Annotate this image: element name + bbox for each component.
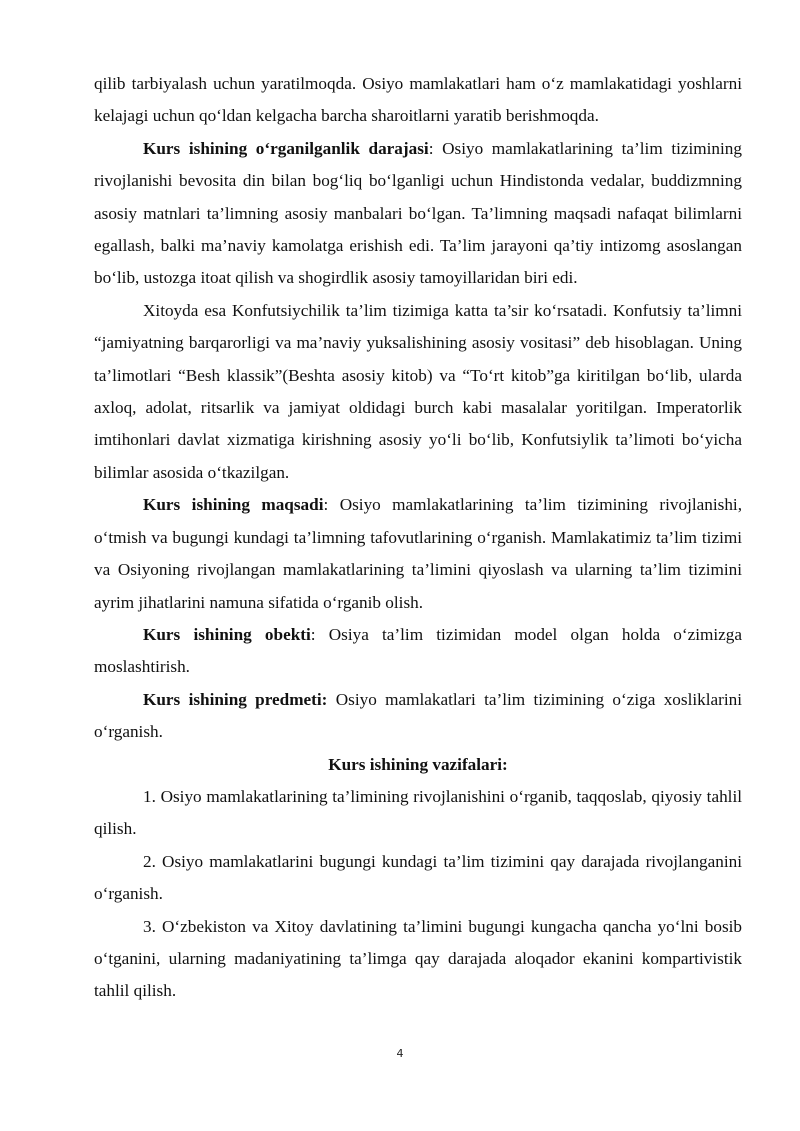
paragraph-text: Osiyo mamlakatlari ta’lim tizimining o‘ziga xosliklarini o‘rganish. [94,689,742,742]
paragraph-heading: Kurs ishining predmeti: [143,689,328,709]
paragraph-text: Xitoyda esa Konfutsiychilik ta’lim tizimiga katta ta’sir ko‘rsatadi. Konfutsiy ta’limni “jamiyatning barqarorligi va ma’naviy yuksalishining asosiy vositasi” deb hisoblagan. Uning ta’limotlari “Besh klassik”(Beshta asosiy kitob) va “To‘rt kitob”ga kiritilgan bo‘lib, ularda axloq, adolat, ritsarlik va jamiyat oldidagi burch kabi masalalar yoritilgan. Imperatorlik imtihonlari davlat xizmatiga kirishning asosiy yo‘li bo‘lib, Konfutsiylik ta’limoti bo‘yicha bilimlar asosida o‘tkazilgan. [94,300,742,482]
paragraph-text: qilib tarbiyalash uchun yaratilmoqda. Osiyo mamlakatlari ham o‘z mamlakatidagi yoshlarni kelajagi uchun qo‘ldan kelgacha barcha sharoitlarni yaratib berishmoqda. [94,74,742,126]
paragraph-heading: Kurs ishining obekti [143,624,311,644]
paragraph-object [94,619,742,684]
page-number: 4 [396,1047,404,1060]
document-page [94,68,742,1008]
task-item: 2. Osiyo mamlakatlarini bugungi kundagi ta’lim tizimini qay darajada rivojlanganini o‘rganish. [94,851,742,904]
paragraph-goal [94,489,742,619]
paragraph-intro-continuation [94,68,742,133]
paragraph-china-confucianism [94,295,742,489]
paragraph-subject [94,684,742,749]
section-heading: Kurs ishining vazifalari: [328,754,508,774]
paragraph-heading: Kurs ishining o‘rganilganlik darajasi [143,138,429,158]
task-item: 3. O‘zbekiston va Xitoy davlatining ta’limini bugungi kungacha qancha yo‘lni bosib o‘tganini, ularning madaniyatining ta’limga qay darajada aloqador ekanini kompartivistik tahlil qilish. [94,916,742,1001]
paragraph-text: : Osiyo mamlakatlarining ta’lim tizimining rivojlanishi bevosita din bilan bog‘liq bo‘lganligi uchun Hindistonda vedalar, buddizmning asosiy matnlari ta’limning asosiy manbalari bo‘lgan. Ta’limning maqsadi nafaqat bilimlarni egallash, balki ma’naviy kamolatga erishish edi. Ta’lim jarayoni qa’tiy intizomg asoslangan bo‘lib, ustozga itoat qilish va shogirdlik asosiy tamoyillaridan biri edi. [94,138,742,288]
paragraph-text: : Osiyo mamlakatlarining ta’lim tizimining rivojlanishi, o‘tmish va bugungi kundagi ta’limning tafovutlarining o‘rganish. Mamlakatimiz ta’lim tizimi va Osiyoning rivojlangan mamlakatlarining ta’limini qiyoslash va ularning ta’lim tizimini ayrim jihatlarini namuna sifatida o‘rganib olish. [94,495,742,612]
paragraph-text: : Osiya ta’lim tizimidan model olgan holda o‘zimizga moslashtirish. [94,624,742,677]
paragraph-study-level [94,133,742,295]
paragraph-heading: Kurs ishining maqsadi [143,495,324,515]
task-item: 1. Osiyo mamlakatlarining ta’limining rivojlanishini o‘rganib, taqqoslab, qiyosiy tahlil qilish. [94,786,742,839]
